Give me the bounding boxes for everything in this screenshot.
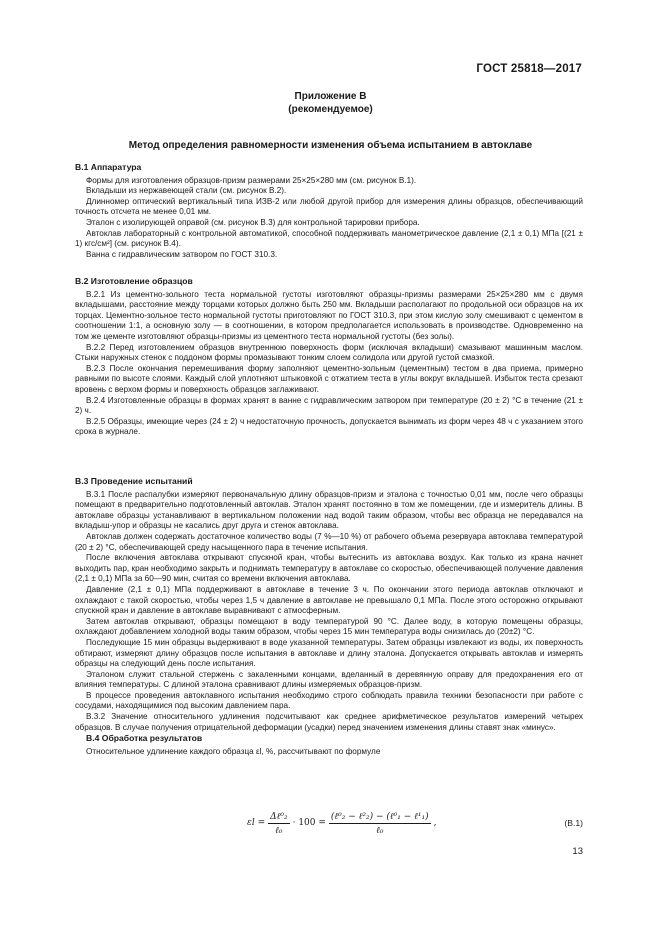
paragraph: Автоклав лабораторный с контрольной автоматикой, способной поддерживать манометрическое давление (2,1 ± 0,1) МПа [(21 ± 1) кгс/см²] (см. рисунок В.4). (75, 228, 583, 249)
formula-expression (247, 806, 436, 840)
appendix-title: Приложение В (294, 91, 367, 102)
method-title: Метод определения равномерности изменения объема испытанием в автоклаве (128, 140, 533, 151)
formula-tail: , (433, 818, 437, 828)
formula-fraction-2 (329, 811, 431, 836)
fraction-denominator: ℓ₀ (275, 825, 283, 836)
paragraph: В.2.1 Из цементно-зольного теста нормальной густоты изготовляют образцы-призмы размерами 25×25×280 мм с двумя вкладышами, расстояние между торцами которых должно быть 250 мм. Вкладыши располагают по продольной оси образцов на их торцах. Цементно-зольное тесто нормальной густоты приготовляют по ГОСТ 310.3, при этом кислую золу смешивают с цементом в соотношении 1:1, а основную золу — в соотношении, в котором предполагается использовать в производстве. Одновременно на том же цементе изготовляют образцы-призмы из цементного теста нормальной густоты (без золы). (75, 289, 583, 341)
paragraph: Затем автоклав открывают, образцы помещают в воду температурой 90 °С. Далее воду, в которую помещены образцы, охлаждают добавлением холодной воды таким образом, чтобы через 15 мин температура воды снизилась до (20±2) °С. (75, 616, 583, 637)
paragraph: В.3.2 Значение относительного удлинения подсчитывают как среднее арифметическое результатов измерений четырех образцов. В случае получения отрицательной деформации (усадки) перед значением изменения длины ставят знак «минус». (75, 712, 583, 732)
paragraph: В.2.5 Образцы, имеющие через (24 ± 2) ч недостаточную прочность, допускается вынимать из форм через 48 ч с указанием этого срока в журнале. (75, 416, 583, 437)
paragraph: В.2.2 Перед изготовлением образцов внутреннюю поверхность форм (исключая вкладыши) смазывают машинным маслом. Стыки наружных стенок с поддоном формы промазывают тонким слоем солидола или другой густой смазкой. (75, 342, 583, 363)
section-heading: В.1 Аппаратура (75, 162, 142, 172)
formula-times: · 100 = (292, 818, 326, 828)
paragraph: В процессе проведения автоклавного испытания необходимо строго соблюдать правила техники безопасности при работе с сосудами, находящимися под высоким давлением пара. (75, 690, 583, 711)
section-heading: В.3 Проведение испытаний (75, 476, 193, 486)
formula-b1 (75, 806, 583, 840)
appendix-heading (0, 90, 661, 116)
paragraph: Последующие 15 мин образцы выдерживают в воде указанной температуры. Затем образцы извлекают из воды, их поверхность обтирают, измеряют длину образцов после испытания в автоклаве и длину эталона. Допускается открывать автоклав и измерять образцы на следующий день после испытания. (75, 637, 583, 669)
page-number: 13 (572, 846, 583, 857)
fraction-numerator: (ℓ⁰₂ − ℓ²₂) − (ℓ⁰₁ − ℓ¹₁) (330, 811, 429, 822)
paragraph: Формы для изготовления образцов-призм размерами 25×25×280 мм (см. рисунок В.1). (86, 175, 417, 185)
paragraph: Ванна с гидравлическим затвором по ГОСТ 310.3. (86, 249, 278, 259)
section-b3 (75, 476, 583, 757)
paragraph: Эталон с изолирующей оправой (см. рисунок В.3) для контрольной тарировки прибора. (86, 217, 420, 227)
appendix-subtitle: (рекомендуемое) (288, 104, 373, 115)
formula-fraction-1 (268, 811, 289, 836)
section-heading: В.4 Обработка результатов (86, 733, 203, 744)
equation-number: (В.1) (564, 818, 583, 828)
paragraph: В.2.3 После окончания перемешивания форму заполняют цементно-зольным (цементным) тестом в два приема, примерно равными по высоте слоями. Каждый слой уплотняют штыковкой с отжатием теста в углы вокруг вкладышей. Избыток теста срезают вровень с верхом формы и поверхность образцов заглаживают. (75, 363, 583, 394)
paragraph: Вкладыши из нержавеющей стали (см. рисунок В.2). (86, 186, 287, 196)
section-heading: В.2 Изготовление образцов (75, 276, 193, 286)
fraction-numerator: Δℓ⁰₂ (270, 811, 288, 822)
paragraph: После включения автоклава открывают спускной кран, чтобы вытеснить из автоклава воздух. Как только из крана начнет выходить пар, кран необходимо закрыть и поднимать температуру в автоклаве со скоростью, обеспечивающей получение давления (2,1 ± 0,1) МПа за 60—90 мин, считая со времени включения автоклава. (75, 553, 583, 584)
section-b2 (75, 276, 583, 438)
section-b1 (75, 162, 583, 260)
paragraph: Давление (2,1 ± 0,1) МПа поддерживают в автоклаве в течение 3 ч. По окончании этого периода автоклав отключают и охлаждают с такой скоростью, чтобы через 1,5 ч давление в автоклаве не превышало 0,1 МПа. После этого осторожно открывают спускной кран и давление в автоклаве выравнивают с атмосферным. (75, 584, 583, 616)
paragraph: Эталоном служит стальной стержень с закаленными концами, вделанный в деревянную оправу для предохранения его от влияния температуры. С длиной эталона сравнивают длины измеряемых образцов-призм. (75, 669, 583, 690)
paragraph: Относительное удлинение каждого образца εl, %, рассчитывают по формуле (86, 746, 381, 756)
fraction-denominator: ℓ₀ (376, 825, 384, 836)
document-id: ГОСТ 25818—2017 (476, 63, 582, 75)
paragraph: В.3.1 После распалубки измеряют первоначальную длину образцов-призм и эталона с точностью 0,01 мм, после чего образцы помещают в предварительно подготовленный автоклав. Эталон хранят постоянно в том же помещении, где и измеритель длины. В автоклаве образцы устанавливают в вертикальном положении над водой таким образом, чтобы вес образца не передавался на вкладыш-упор и образцы не касались друг друга и стенок автоклава. (75, 489, 583, 531)
formula-lhs: εl = (247, 818, 266, 828)
paragraph: Автоклав должен содержать достаточное количество воды (7 %—10 %) от рабочего объема резервуара автоклава температурой (20 ± 2) °С, обеспечивающей среду насыщенного пара в течение испытания. (75, 531, 583, 552)
paragraph: Длинномер оптический вертикальный типа ИЗВ-2 или любой другой прибор для измерения длины образцов, обеспечивающий точность отсчета не менее 0,01 мм. (75, 196, 583, 217)
paragraph: В.2.4 Изготовленные образцы в формах хранят в ванне с гидравлическим затвором при температуре (20 ± 2) °С в течение (21 ± 2) ч. (75, 395, 583, 416)
